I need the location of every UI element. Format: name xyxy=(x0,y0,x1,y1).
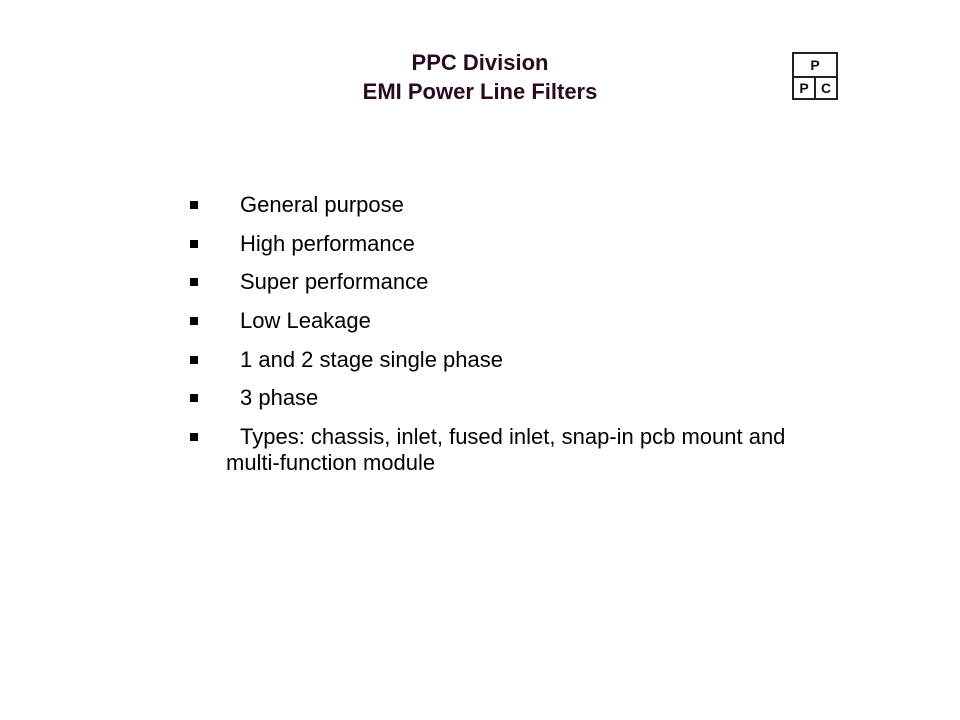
square-bullet-icon xyxy=(190,356,198,364)
bullet-item xyxy=(186,347,806,373)
bullet-item xyxy=(186,424,806,476)
bullet-text: High performance xyxy=(240,230,415,256)
bullet-text: 3 phase xyxy=(240,385,319,411)
title-line-1: PPC Division xyxy=(411,50,549,75)
bullet-item xyxy=(186,308,806,334)
square-bullet-icon xyxy=(190,317,198,325)
square-bullet-icon xyxy=(190,240,198,248)
bullet-text: Super performance xyxy=(240,269,429,295)
bullet-item xyxy=(186,385,806,411)
logo-cell-bottom-left: P xyxy=(794,78,816,98)
ppc-logo xyxy=(792,52,838,100)
logo-cell-bottom-right: C xyxy=(820,80,832,96)
square-bullet-icon xyxy=(190,278,198,286)
title-line-2: EMI Power Line Filters xyxy=(362,79,598,104)
bullet-item xyxy=(186,269,806,295)
bullet-text: Types: chassis, inlet, fused inlet, snap-in pcb mount and multi-function module xyxy=(226,424,786,476)
bullet-item xyxy=(186,231,806,257)
bullet-item xyxy=(186,192,806,218)
slide-title xyxy=(230,48,730,106)
square-bullet-icon xyxy=(190,201,198,209)
bullet-text: 1 and 2 stage single phase xyxy=(240,346,503,372)
logo-cell-top: P xyxy=(794,54,836,78)
bullet-text: Low Leakage xyxy=(240,308,371,334)
bullet-text: General purpose xyxy=(240,192,404,217)
square-bullet-icon xyxy=(190,394,198,402)
bullet-list xyxy=(186,192,806,489)
square-bullet-icon xyxy=(190,433,198,441)
